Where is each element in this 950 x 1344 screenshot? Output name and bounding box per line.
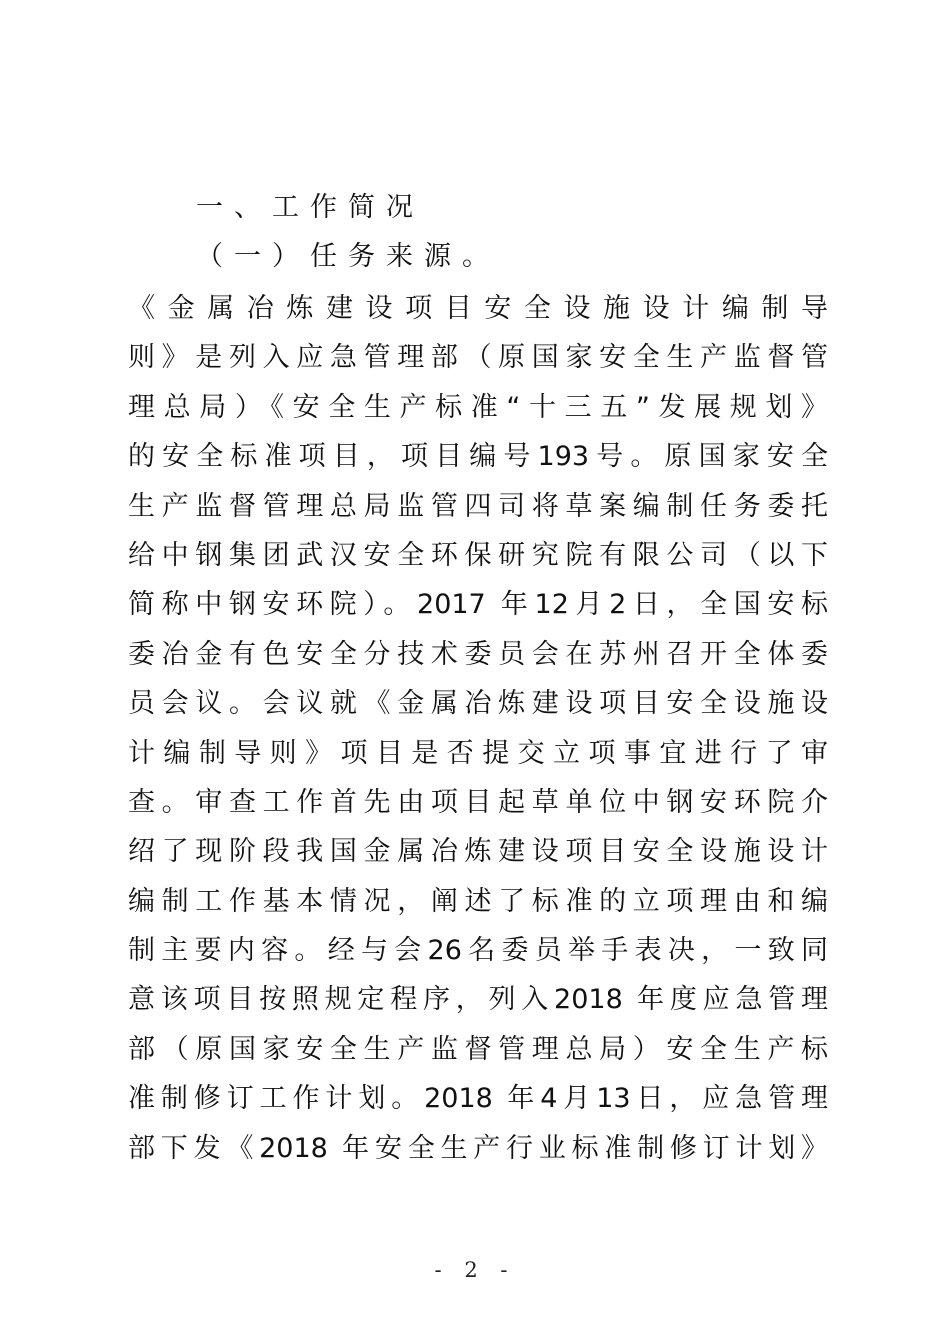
text-line: 委冶金有色安全分技术委员会在苏州召开全体委 xyxy=(128,638,828,670)
text-line: 制主要内容。经与会26名委员举手表决，一致同 xyxy=(128,935,828,967)
text-line: 意该项目按照规定程序，列入2018 年度应急管理 xyxy=(128,984,828,1016)
text-line: 生产监督管理总局监管四司将草案编制任务委托 xyxy=(128,490,828,522)
text-line: 的安全标准项目，项目编号193号。原国家安全 xyxy=(128,441,828,473)
text-line: 计编制导则》项目是否提交立项事宜进行了审 xyxy=(128,737,828,769)
text-line: 绍了现阶段我国金属冶炼建设项目安全设施设计 xyxy=(128,836,828,868)
text-line: 则》是列入应急管理部（原国家安全生产监督管 xyxy=(128,342,828,374)
text-line: 理总局）《安全生产标准“十三五”发展规划》 xyxy=(128,391,828,423)
text-line: 编制工作基本情况，阐述了标准的立项理由和编 xyxy=(128,885,828,917)
section-subheading: （一）任务来源。 xyxy=(196,241,500,272)
text-line: 准制修订工作计划。2018 年4月13日，应急管理 xyxy=(128,1083,828,1115)
text-line: 部（原国家安全生产监督管理总局）安全生产标 xyxy=(128,1033,828,1065)
text-line: 员会议。会议就《金属冶炼建设项目安全设施设 xyxy=(128,688,828,720)
text-line: 查。审查工作首先由项目起草单位中钢安环院介 xyxy=(128,786,828,818)
page-number: - 2 - xyxy=(434,1258,516,1282)
body-text xyxy=(128,284,828,1173)
text-line: 《金属冶炼建设项目安全设施设计编制导 xyxy=(128,293,828,324)
text-line: 给中钢集团武汉安全环保研究院有限公司（以下 xyxy=(128,539,828,571)
text-line: 部下发《2018 年安全生产行业标准制修订计划》 xyxy=(128,1132,828,1164)
text-line: 简称中钢安环院）。2017 年12月2日，全国安标 xyxy=(128,589,828,621)
section-heading: 一、工作简况 xyxy=(196,192,424,223)
